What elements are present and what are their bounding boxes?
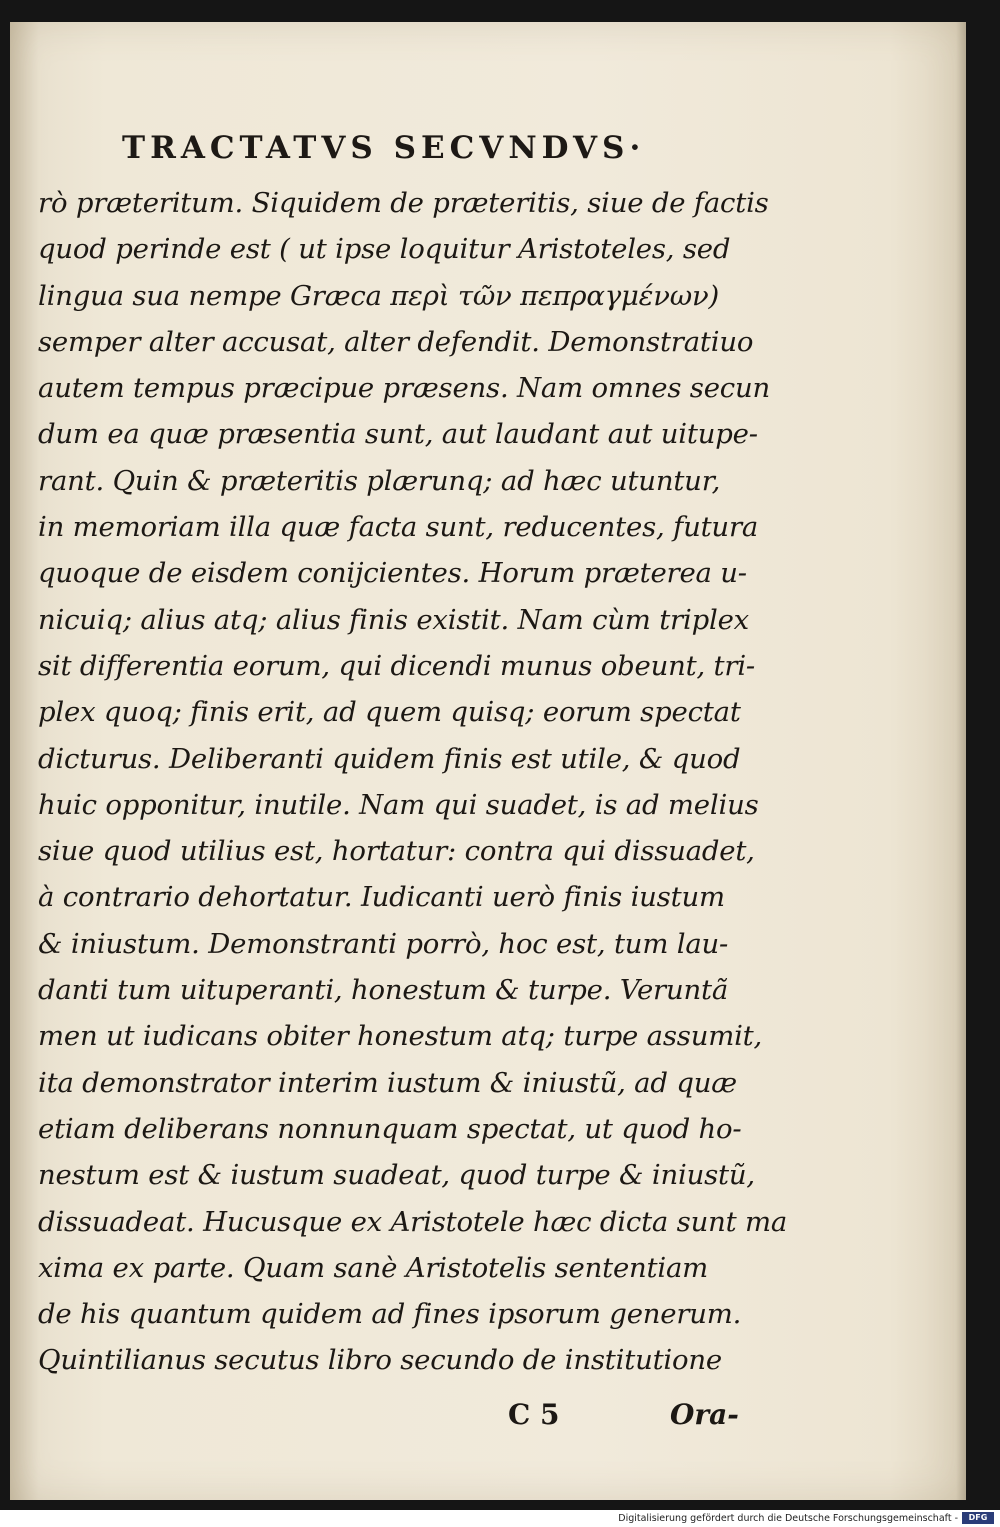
body-text: [38, 180, 788, 1384]
text-line: siue quod utilius est, hortatur: contra qui dissuadet,: [38, 835, 755, 868]
text-line: rant. Quin & præteritis plærunq; ad hæc utuntur,: [38, 464, 721, 497]
text-line: nicuiq; alius atq; alius finis existit. Nam cùm triplex: [38, 603, 749, 636]
text-line: in memoriam illa quæ facta sunt, reducentes, futura: [38, 511, 759, 544]
text-line: dissuadeat. Hucusque ex Aristotele hæc dicta sunt ma: [38, 1205, 788, 1238]
digitization-credit: Digitalisierung gefördert durch die Deutsche Forschungsgemeinschaft -: [618, 1513, 958, 1524]
text-line: danti tum uituperanti, honestum & turpe. Veruntã: [38, 974, 729, 1007]
text-line: rò præteritum. Siquidem de præteritis, siue de factis: [38, 187, 769, 219]
text-line: men ut iudicans obiter honestum atq; turpe assumit,: [38, 1020, 763, 1053]
text-line: quod perinde est ( ut ipse loquitur Aristoteles, sed: [38, 233, 731, 266]
text-line: à contrario dehortatur. Iudicanti uerò finis iustum: [38, 881, 725, 914]
text-line: semper alter accusat, alter defendit. Demonstratiuo: [38, 325, 754, 358]
page-edge-shadow: [956, 22, 966, 1500]
text-line: dicturus. Deliberanti quidem finis est utile, & quod: [38, 742, 741, 775]
text-line: sit differentia eorum, qui dicendi munus obeunt, tri-: [38, 649, 756, 682]
text-line: xima ex parte. Quam sanè Aristotelis sententiam: [38, 1251, 709, 1284]
text-line: de his quantum quidem ad fines ipsorum generum.: [38, 1298, 742, 1331]
dfg-logo: DFG: [962, 1512, 994, 1524]
text-line: nestum est & iustum suadeat, quod turpe & iniustũ,: [38, 1159, 755, 1192]
text-line: huic opponitur, inutile. Nam qui suadet, is ad melius: [38, 788, 759, 821]
running-header: TRACTATVS SECVNDVS·: [122, 130, 646, 166]
text-line: autem tempus præcipue præsens. Nam omnes secun: [38, 372, 770, 405]
text-line: etiam deliberans nonnunquam spectat, ut quod ho-: [38, 1112, 742, 1145]
catchword: Ora-: [670, 1398, 739, 1431]
text-line: plex quoq; finis erit, ad quem quisq; eorum spectat: [38, 696, 741, 729]
text-line: Quintilianus secutus libro secundo de institutione: [38, 1344, 722, 1377]
text-line: & iniustum. Demonstranti porrò, hoc est, tum lau-: [38, 927, 729, 960]
page-footer: [0, 1398, 1000, 1438]
text-line: dum ea quæ præsentia sunt, aut laudant aut uitupe-: [38, 418, 758, 451]
signature-mark: C 5: [508, 1398, 560, 1431]
text-line: quoque de eisdem conijcientes. Horum præterea u-: [38, 557, 747, 590]
text-line: ita demonstrator interim iustum & iniustũ, ad quæ: [38, 1066, 737, 1099]
text-line: lingua sua nempe Græca περὶ τῶν πεπραγμένων): [38, 279, 720, 312]
